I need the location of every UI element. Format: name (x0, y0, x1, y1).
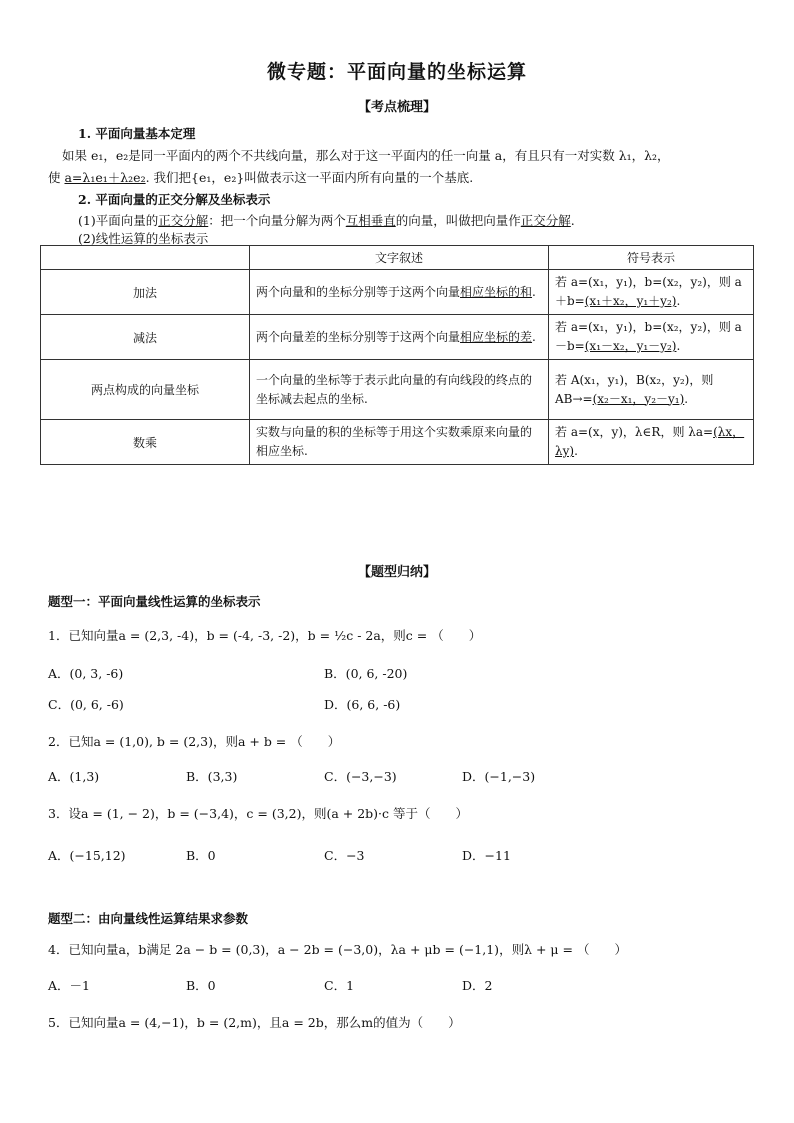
point2-line1-mid2: 的向量，叫做把向量作 (395, 213, 521, 228)
question-1-option-d: D．(6, 6, -6) (324, 697, 401, 712)
sym-underline: (λx，λy) (555, 425, 745, 458)
desc-underline: 相应坐标的和 (460, 284, 533, 299)
desc-end: . (532, 284, 536, 299)
desc-underline: 相应坐标的差 (460, 329, 533, 344)
point1-line2 (48, 168, 473, 186)
desc-text: 一个向量的坐标等于表示此向量的有向线段的终点的坐标减去起点的坐标. (256, 372, 533, 406)
table-header-cell (41, 246, 250, 270)
question-3-option-d: D．−11 (462, 848, 511, 863)
row-symbol (549, 270, 754, 315)
sym-underline: (x₁＋x₂，y₁＋y₂) (584, 294, 677, 308)
row-symbol (549, 315, 754, 360)
question-3-option-a: A．(−15,12) (48, 848, 126, 863)
point1-formula: a=λ₁e₁＋λ₂e₂ (64, 170, 146, 185)
point1-line2-pre: 使 (48, 170, 65, 185)
question-3-option-b: B．0 (186, 848, 216, 863)
sym-text: 若 a=(x₁，y₁)，b=(x₂，y₂)，则 a－b= (555, 320, 742, 353)
row-symbol (549, 420, 754, 465)
question-2-stem: 2．已知a = (1,0), b = (2,3)，则a + b = （ ） (48, 734, 341, 749)
row-name: 减法 (41, 315, 250, 360)
question-1-stem: 1．已知向量a = (2,3, -4)，b = (-4, -3, -2)，b = ½c - 2a，则c = （ ） (48, 628, 482, 643)
sym-text: 若 A(x₁，y₁)，B(x₂，y₂)，则AB→= (555, 372, 714, 406)
row-description (250, 420, 549, 465)
row-name: 数乘 (41, 420, 250, 465)
type2-heading: 题型二：由向量线性运算结果求参数 (48, 911, 249, 926)
table-row (41, 360, 754, 420)
sym-underline: (x₂－x₁，y₂－y₁) (592, 391, 685, 406)
point1-line1: 如果 e₁，e₂是同一平面内的两个不共线向量，那么对于这一平面内的任一向量 a，有且只有一对实数 λ₁，λ₂， (62, 148, 670, 163)
table-row (41, 315, 754, 360)
sym-end: . (574, 444, 578, 458)
point2-line1-pre: (1)平面向量的 (78, 213, 159, 228)
page-title: 微专题：平面向量的坐标运算 (266, 61, 527, 83)
point1-heading: 1. 平面向量基本定理 (78, 126, 196, 141)
row-symbol (549, 360, 754, 420)
section-heading-review: 【考点梳理】 (357, 100, 436, 115)
point2-line1 (78, 211, 575, 229)
desc-text: 两个向量差的坐标分别等于这两个向量 (256, 329, 461, 344)
point2-line1-mid: ：把一个向量分解为两个 (208, 213, 346, 228)
question-2-option-b: B．(3,3) (186, 769, 238, 784)
table-header-cell: 符号表示 (549, 246, 754, 270)
row-name: 两点构成的向量坐标 (41, 360, 250, 420)
question-3-option-c: C．−3 (324, 848, 365, 863)
point2-term-orthogonal: 正交分解 (158, 213, 209, 228)
sym-end: . (676, 339, 681, 353)
table-row (41, 270, 754, 315)
question-3-stem: 3．设a = (1, − 2)，b = (−3,4)，c = (3,2)，则(a + 2b)·c 等于（ ） (48, 806, 468, 821)
point2-line1-post: . (570, 213, 575, 228)
question-4-stem: 4．已知向量a，b满足 2a − b = (0,3)，a − 2b = (−3,0)，λa + μb = (−1,1)，则λ + μ = （ ） (48, 942, 627, 957)
coordinate-operations-table (40, 245, 754, 465)
table-row (41, 420, 754, 465)
point2-heading: 2. 平面向量的正交分解及坐标表示 (78, 192, 271, 207)
question-1-option-b: B．(0, 6, -20) (324, 666, 408, 681)
question-4-option-a: A．－1 (48, 978, 90, 993)
table-header-cell: 文字叙述 (250, 246, 549, 270)
question-5-stem: 5．已知向量a = (4,−1)，b = (2,m)，且a = 2b，那么m的值为（ ） (48, 1015, 461, 1030)
sym-end: . (684, 391, 689, 406)
desc-end: . (532, 329, 536, 344)
sym-underline: (x₁－x₂，y₁－y₂) (584, 339, 677, 353)
question-2-option-d: D．(−1,−3) (462, 769, 536, 784)
row-name: 加法 (41, 270, 250, 315)
row-description (250, 360, 549, 420)
question-1-option-c: C．(0, 6, -6) (48, 697, 124, 712)
sym-text: 若 a=(x，y)，λ∈R，则 λa= (555, 425, 714, 439)
row-description (250, 270, 549, 315)
question-4-option-c: C．1 (324, 978, 355, 993)
point2-term-perpendicular: 互相垂直 (345, 213, 396, 228)
question-2-option-c: C．(−3,−3) (324, 769, 397, 784)
point2-term-decomposition: 正交分解 (520, 213, 571, 228)
row-description (250, 315, 549, 360)
desc-text: 实数与向量的积的坐标等于用这个实数乘原来向量的相应坐标. (256, 425, 533, 458)
type1-heading: 题型一：平面向量线性运算的坐标表示 (48, 594, 261, 609)
question-4-option-d: D．2 (462, 978, 493, 993)
point2-line2: (2)线性运算的坐标表示 (78, 231, 209, 246)
question-4-option-b: B．0 (186, 978, 216, 993)
sym-end: . (676, 294, 681, 308)
section-heading-types: 【题型归纳】 (357, 565, 436, 580)
question-2-option-a: A．(1,3) (48, 769, 100, 784)
desc-text: 两个向量和的坐标分别等于这两个向量 (256, 284, 461, 299)
table-header-row (41, 246, 754, 270)
point1-line2-post: . 我们把{e₁，e₂}叫做表示这一平面内所有向量的一个基底. (145, 170, 474, 185)
question-1-option-a: A．(0, 3, -6) (48, 666, 124, 681)
sym-text: 若 a=(x₁，y₁)，b=(x₂，y₂)，则 a＋b= (555, 275, 742, 308)
